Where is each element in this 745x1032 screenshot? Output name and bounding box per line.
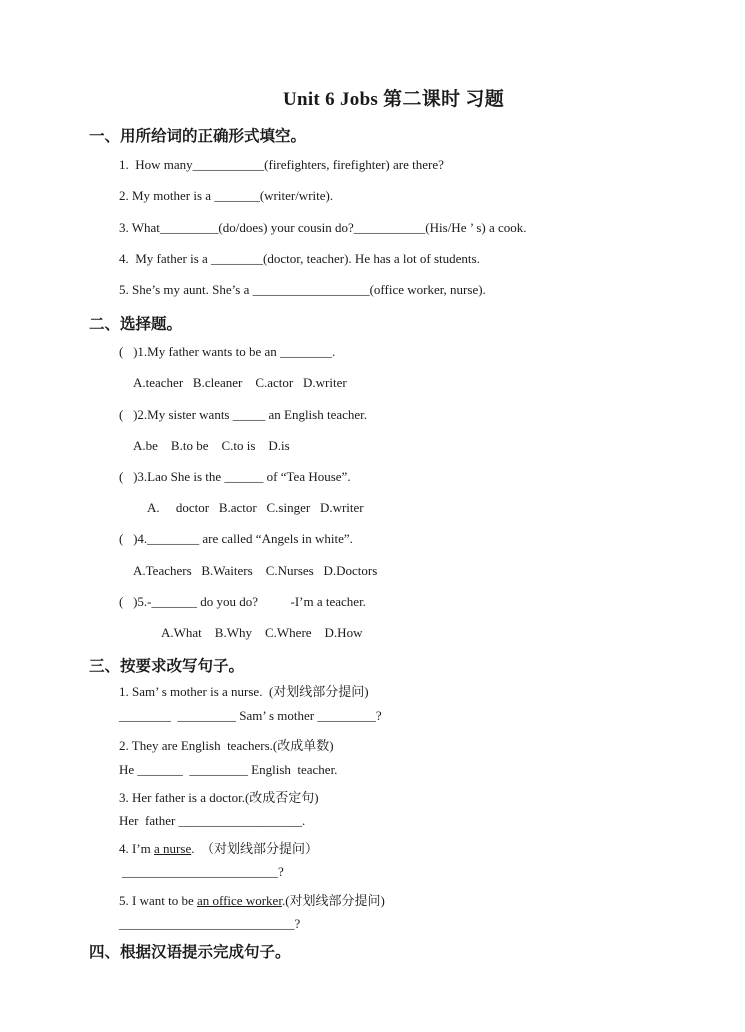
rewrite-q4-underlined: a nurse (154, 841, 192, 856)
choice-options-4: A.Teachers B.Waiters C.Nurses D.Doctors (133, 563, 378, 578)
rewrite-answer-4: ________________________? (122, 864, 284, 879)
rewrite-q4-suffix: . （对划线部分提问） (191, 841, 318, 856)
section4-heading: 四、根据汉语提示完成句子。 (89, 943, 291, 961)
rewrite-question-1: 1. Sam’ s mother is a nurse. (对划线部分提问) (119, 684, 369, 699)
section3-heading: 三、按要求改写句子。 (89, 657, 245, 675)
fill-item-1: 1. How many___________(firefighters, firefighter) are there? (119, 157, 444, 172)
rewrite-q5-suffix: .(对划线部分提问) (281, 893, 385, 908)
rewrite-question-3: 3. Her father is a doctor.(改成否定句) (119, 790, 319, 805)
section1-heading: 一、用所给词的正确形式填空。 (89, 127, 307, 145)
rewrite-answer-1: ________ _________ Sam’ s mother _________? (119, 708, 382, 723)
rewrite-question-4 (119, 838, 318, 857)
section2-heading: 二、选择题。 (89, 315, 183, 333)
rewrite-answer-3: Her father ___________________. (119, 813, 306, 828)
choice-question-4: ( )4.________ are called “Angels in white”. (119, 531, 353, 546)
rewrite-q5-underlined: an office worker (196, 893, 282, 908)
choice-question-2: ( )2.My sister wants _____ an English teacher. (119, 407, 368, 422)
rewrite-q4-prefix: 4. I’m (119, 841, 155, 856)
choice-question-5: ( )5.-_______ do you do? -I’m a teacher. (119, 594, 366, 609)
rewrite-question-2: 2. They are English teachers.(改成单数) (119, 738, 334, 753)
fill-item-3: 3. What_________(do/does) your cousin do?___________(His/He ’ s) a cook. (119, 220, 527, 235)
fill-item-5: 5. She’s my aunt. She’s a __________________(office worker, nurse). (119, 282, 486, 297)
choice-options-1: A.teacher B.cleaner C.actor D.writer (133, 375, 347, 390)
choice-options-5: A.What B.Why C.Where D.How (161, 625, 363, 640)
fill-item-2: 2. My mother is a _______(writer/write). (119, 188, 334, 203)
rewrite-answer-2: He _______ _________ English teacher. (119, 762, 338, 777)
choice-question-3: ( )3.Lao She is the ______ of “Tea House”. (119, 469, 351, 484)
rewrite-q5-prefix: 5. I want to be (119, 893, 197, 908)
rewrite-question-5 (119, 890, 385, 909)
choice-question-1: ( )1.My father wants to be an ________. (119, 344, 336, 359)
choice-options-2: A.be B.to be C.to is D.is (133, 438, 290, 453)
page-title: Unit 6 Jobs 第二课时 习题 (282, 89, 505, 110)
choice-options-3: A. doctor B.actor C.singer D.writer (147, 500, 364, 515)
rewrite-answer-5: ___________________________? (119, 916, 301, 931)
fill-item-4: 4. My father is a ________(doctor, teacher). He has a lot of students. (119, 251, 480, 266)
